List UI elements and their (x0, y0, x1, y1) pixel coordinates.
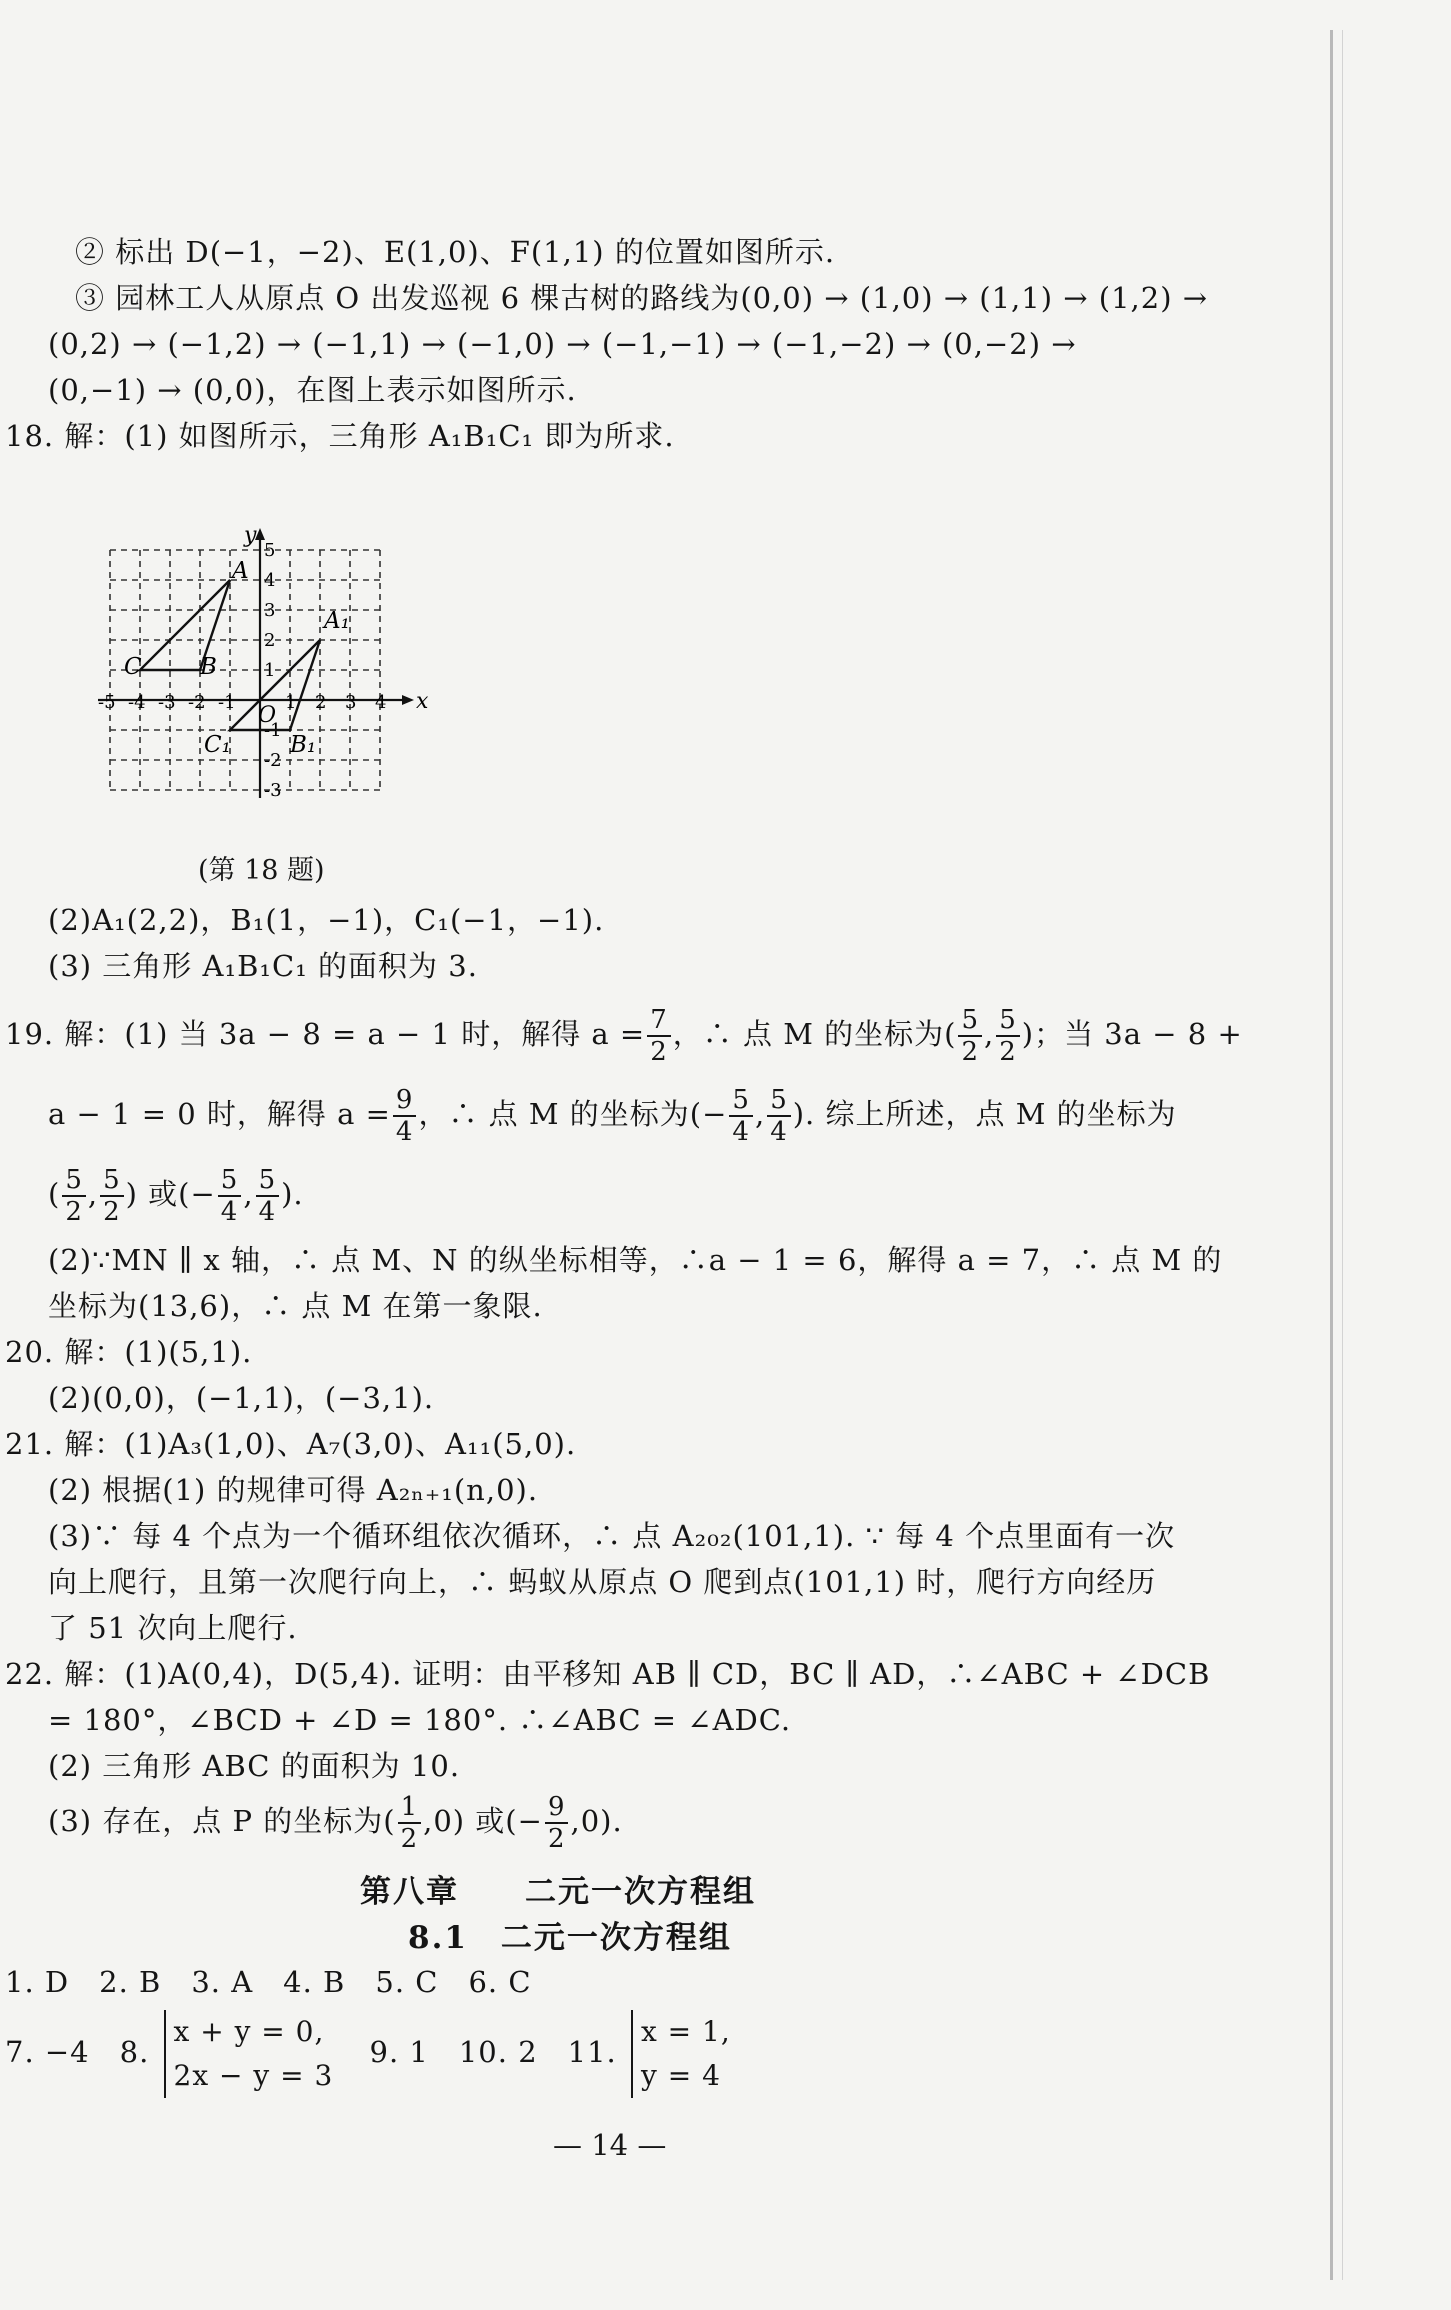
point-label-b: B (200, 654, 217, 680)
x-tick-label: 4 (375, 692, 387, 713)
text-line: ③ 园林工人从原点 O 出发巡视 6 棵古树的路线为(0,0) → (1,0) → (1,1) → (1,2) → (75, 281, 1209, 315)
text-line: ② 标出 D(−1，−2)、E(1,0)、F(1,1) 的位置如图所示. (75, 235, 836, 269)
fraction: $\frac{5}{2}$ (62, 1165, 86, 1227)
x-tick-label: -3 (158, 692, 176, 713)
x-tick-label: -5 (98, 692, 116, 713)
fraction: $\frac{7}{2}$ (647, 1005, 671, 1067)
text-line: (2)∵MN ∥ x 轴，∴ 点 M、N 的纵坐标相等，∴a − 1 = 6，解得 a = 7，∴ 点 M 的 (48, 1243, 1223, 1277)
text-line: (0,2) → (−1,2) → (−1,1) → (−1,0) → (−1,−1) → (−1,−2) → (0,−2) → (48, 327, 1077, 361)
text-line: = 180°，∠BCD + ∠D = 180°. ∴∠ABC = ∠ADC. (48, 1703, 792, 1737)
x-tick-label: -2 (188, 692, 206, 713)
text-line: 18. 解：(1) 如图所示，三角形 A₁B₁C₁ 即为所求. (5, 419, 675, 453)
text-line: 坐标为(13,6)，∴ 点 M 在第一象限. (48, 1289, 543, 1323)
text-line-19-3: ( $\frac{5}{2}$ , $\frac{5}{2}$ ) 或(− $\frac{5}{4}$ , $\frac{5}{4}$ ). (48, 1165, 304, 1227)
text-line: (3) 三角形 A₁B₁C₁ 的面积为 3. (48, 949, 478, 983)
section-title: 8.1 二元一次方程组 (408, 1920, 732, 1956)
text-line: (2) 根据(1) 的规律可得 A₂ₙ₊₁(n,0). (48, 1473, 539, 1507)
y-tick-label: 4 (264, 570, 276, 591)
x-tick-label: 3 (345, 692, 357, 713)
point-label-a1: A₁ (324, 608, 350, 634)
x-tick-label: 2 (315, 692, 327, 713)
answers-line-2: 7. −4 8. x + y = 0, 2x − y = 3 9. 1 10. 2 11. x = 1, y = 4 (5, 2010, 731, 2098)
x-axis-arrow (402, 695, 414, 705)
x-axis-label: x (416, 689, 429, 714)
coordinate-figure (70, 470, 490, 840)
x-tick-label: -1 (218, 692, 236, 713)
fraction: $\frac{9}{2}$ (545, 1792, 569, 1854)
text-line: (0,−1) → (0,0)，在图上表示如图所示. (48, 373, 577, 407)
y-tick-label: 1 (264, 660, 276, 681)
text-line: (2) 三角形 ABC 的面积为 10. (48, 1749, 461, 1783)
text-line: 22. 解：(1)A(0,4)，D(5,4). 证明：由平移知 AB ∥ CD，BC ∥ AD，∴∠ABC + ∠DCB (5, 1657, 1211, 1691)
fraction: $\frac{5}{4}$ (256, 1165, 280, 1227)
point-label-c: C (124, 654, 142, 680)
fraction: $\frac{5}{2}$ (958, 1005, 982, 1067)
fraction: $\frac{9}{4}$ (393, 1085, 417, 1147)
text-line-19-2: a − 1 = 0 时，解得 a = $\frac{9}{4}$ ，∴ 点 M 的坐标为(− $\frac{5}{4}$ , $\frac{5}{4}$ ). 综上所述，点 M 的坐标为 (48, 1085, 1177, 1147)
y-tick-label: -2 (264, 750, 282, 771)
y-tick-label: -3 (264, 780, 282, 801)
point-label-a: A (232, 558, 249, 584)
equation-system: x + y = 0, 2x − y = 3 (164, 2010, 334, 2098)
fraction: $\frac{5}{4}$ (729, 1085, 753, 1147)
y-tick-label: 3 (264, 600, 276, 621)
text-line: 20. 解：(1)(5,1). (5, 1335, 253, 1369)
fraction: $\frac{1}{2}$ (398, 1792, 422, 1854)
binding-edge (1330, 30, 1333, 2280)
fraction: $\frac{5}{2}$ (996, 1005, 1020, 1067)
text-line-22-3: (3) 存在，点 P 的坐标为( $\frac{1}{2}$ ,0) 或(− $\frac{9}{2}$ ,0). (48, 1792, 623, 1854)
y-tick-label: 2 (264, 630, 276, 651)
text-line: (2)(0,0)，(−1,1)，(−3,1). (48, 1381, 435, 1415)
page-number: — 14 — (553, 2128, 667, 2162)
y-tick-label: 5 (264, 540, 276, 561)
text-line: 了 51 次向上爬行. (48, 1611, 298, 1645)
x-tick-label: 1 (285, 692, 297, 713)
answers-line-1: 1. D 2. B 3. A 4. B 5. C 6. C (5, 1965, 532, 1999)
text-line-19-1: 19. 解：(1) 当 3a − 8 = a − 1 时，解得 a = $\frac{7}{2}$ ，∴ 点 M 的坐标为( $\frac{5}{2}$ , $\frac{5}{2}$ )；当 3a − 8 + (5, 1005, 1243, 1067)
fraction: $\frac{5}{2}$ (100, 1165, 124, 1227)
chapter-title: 第八章 二元一次方程组 (360, 1874, 756, 1910)
figure-caption: (第 18 题) (198, 855, 325, 886)
binding-edge-shadow (1342, 30, 1343, 2280)
text-line: 向上爬行，且第一次爬行向上，∴ 蚂蚁从原点 O 爬到点(101,1) 时，爬行方向经历 (48, 1565, 1157, 1599)
equation-system: x = 1, y = 4 (631, 2010, 731, 2098)
y-axis-arrow (255, 528, 265, 540)
origin-label: O (258, 703, 277, 728)
text-line: (2)A₁(2,2)，B₁(1，−1)，C₁(−1，−1). (48, 903, 605, 937)
text-line: (3)∵ 每 4 个点为一个循环组依次循环，∴ 点 A₂₀₂(101,1). ∵ 每 4 个点里面有一次 (48, 1519, 1176, 1553)
fraction: $\frac{5}{4}$ (218, 1165, 242, 1227)
point-label-b1: B₁ (290, 732, 317, 758)
y-tick-label: -1 (264, 720, 282, 741)
point-label-c1: C₁ (204, 732, 231, 758)
fraction: $\frac{5}{4}$ (767, 1085, 791, 1147)
x-tick-label: -4 (128, 692, 146, 713)
text-line: 21. 解：(1)A₃(1,0)、A₇(3,0)、A₁₁(5,0). (5, 1427, 577, 1461)
y-axis-label: y (244, 523, 257, 548)
figure-triangles (124, 558, 350, 758)
